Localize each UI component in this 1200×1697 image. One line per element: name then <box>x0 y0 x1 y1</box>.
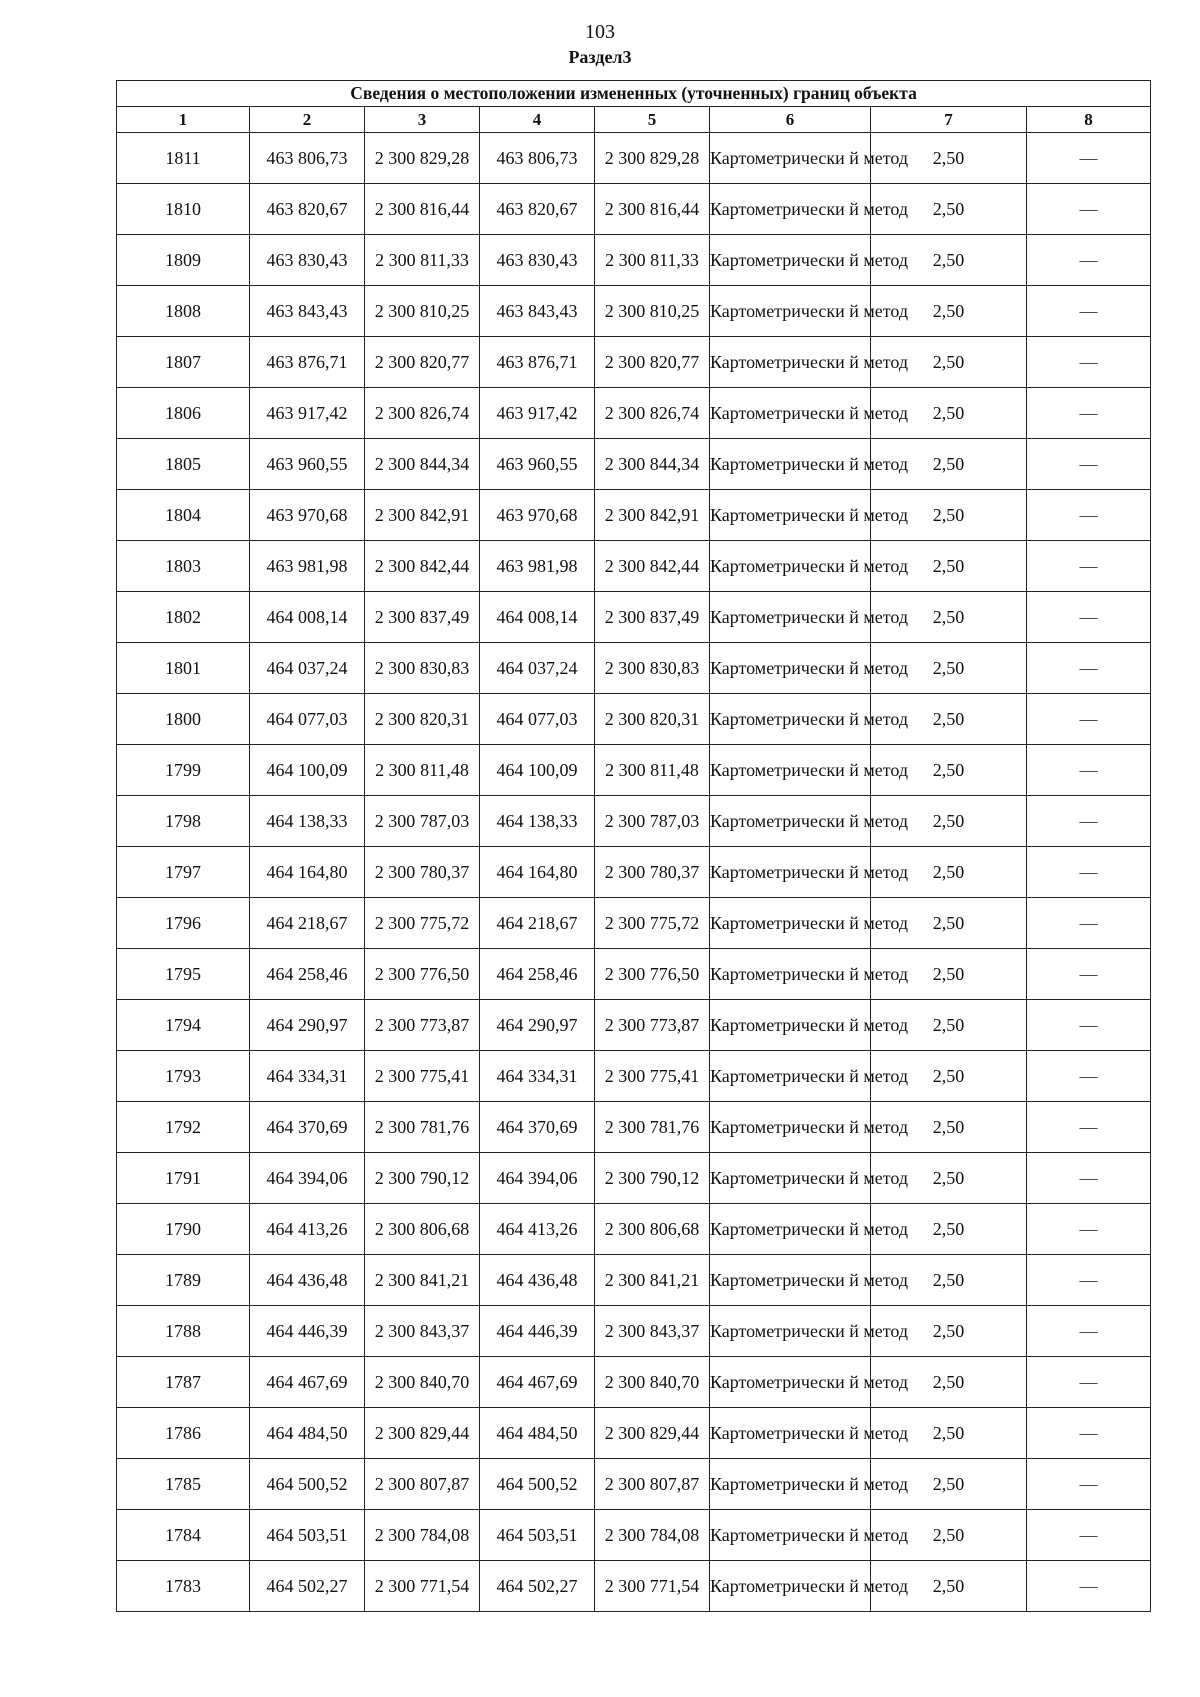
y-coordinate-cell: 2 300 811,33 <box>365 235 480 286</box>
x-coordinate-cell: 464 484,50 <box>250 1408 365 1459</box>
y-coordinate-cell: 2 300 810,25 <box>365 286 480 337</box>
table-body <box>117 133 1151 1612</box>
x-coordinate-refined-cell: 464 502,27 <box>480 1561 595 1612</box>
method-cell: Картометрически й метод <box>710 286 871 337</box>
table-row <box>117 388 1151 439</box>
x-coordinate-refined-cell: 464 138,33 <box>480 796 595 847</box>
method-cell: Картометрически й метод <box>710 439 871 490</box>
point-number-cell: 1802 <box>117 592 250 643</box>
y-coordinate-refined-cell: 2 300 811,33 <box>595 235 710 286</box>
y-coordinate-cell: 2 300 842,91 <box>365 490 480 541</box>
table-row <box>117 745 1151 796</box>
y-coordinate-cell: 2 300 811,48 <box>365 745 480 796</box>
y-coordinate-cell: 2 300 820,31 <box>365 694 480 745</box>
accuracy-cell: 2,50 <box>871 1357 1027 1408</box>
point-number-cell: 1787 <box>117 1357 250 1408</box>
method-cell: Картометрически й метод <box>710 1561 871 1612</box>
x-coordinate-cell: 463 820,67 <box>250 184 365 235</box>
x-coordinate-refined-cell: 464 290,97 <box>480 1000 595 1051</box>
method-cell: Картометрически й метод <box>710 133 871 184</box>
section-title: Раздел3 <box>568 47 632 67</box>
column-number: 8 <box>1027 107 1151 133</box>
y-coordinate-cell: 2 300 784,08 <box>365 1510 480 1561</box>
method-cell: Картометрически й метод <box>710 1051 871 1102</box>
x-coordinate-refined-cell: 464 446,39 <box>480 1306 595 1357</box>
x-coordinate-cell: 464 467,69 <box>250 1357 365 1408</box>
table-caption: Сведения о местоположении измененных (уточненных) границ объекта <box>117 81 1151 107</box>
table-row <box>117 796 1151 847</box>
table-row <box>117 949 1151 1000</box>
y-coordinate-refined-cell: 2 300 816,44 <box>595 184 710 235</box>
y-coordinate-refined-cell: 2 300 780,37 <box>595 847 710 898</box>
remark-cell: — <box>1027 592 1151 643</box>
column-number: 7 <box>871 107 1027 133</box>
method-cell: Картометрически й метод <box>710 694 871 745</box>
point-number-cell: 1791 <box>117 1153 250 1204</box>
accuracy-cell: 2,50 <box>871 1255 1027 1306</box>
method-cell: Картометрически й метод <box>710 1102 871 1153</box>
column-number: 5 <box>595 107 710 133</box>
x-coordinate-refined-cell: 464 334,31 <box>480 1051 595 1102</box>
table-row <box>117 1204 1151 1255</box>
point-number-cell: 1785 <box>117 1459 250 1510</box>
accuracy-cell: 2,50 <box>871 643 1027 694</box>
point-number-cell: 1784 <box>117 1510 250 1561</box>
remark-cell: — <box>1027 439 1151 490</box>
x-coordinate-cell: 464 258,46 <box>250 949 365 1000</box>
accuracy-cell: 2,50 <box>871 184 1027 235</box>
y-coordinate-cell: 2 300 844,34 <box>365 439 480 490</box>
accuracy-cell: 2,50 <box>871 745 1027 796</box>
x-coordinate-cell: 463 981,98 <box>250 541 365 592</box>
remark-cell: — <box>1027 1102 1151 1153</box>
x-coordinate-cell: 463 876,71 <box>250 337 365 388</box>
x-coordinate-refined-cell: 463 981,98 <box>480 541 595 592</box>
accuracy-cell: 2,50 <box>871 1459 1027 1510</box>
x-coordinate-refined-cell: 463 960,55 <box>480 439 595 490</box>
method-cell: Картометрически й метод <box>710 1000 871 1051</box>
accuracy-cell: 2,50 <box>871 796 1027 847</box>
table-row <box>117 1459 1151 1510</box>
x-coordinate-cell: 463 960,55 <box>250 439 365 490</box>
y-coordinate-cell: 2 300 842,44 <box>365 541 480 592</box>
y-coordinate-refined-cell: 2 300 837,49 <box>595 592 710 643</box>
point-number-cell: 1797 <box>117 847 250 898</box>
point-number-cell: 1807 <box>117 337 250 388</box>
remark-cell: — <box>1027 133 1151 184</box>
y-coordinate-cell: 2 300 829,28 <box>365 133 480 184</box>
point-number-cell: 1788 <box>117 1306 250 1357</box>
method-cell: Картометрически й метод <box>710 1153 871 1204</box>
remark-cell: — <box>1027 1153 1151 1204</box>
table-row <box>117 847 1151 898</box>
y-coordinate-cell: 2 300 826,74 <box>365 388 480 439</box>
y-coordinate-cell: 2 300 816,44 <box>365 184 480 235</box>
x-coordinate-refined-cell: 464 467,69 <box>480 1357 595 1408</box>
point-number-cell: 1798 <box>117 796 250 847</box>
method-cell: Картометрически й метод <box>710 949 871 1000</box>
x-coordinate-refined-cell: 464 436,48 <box>480 1255 595 1306</box>
method-cell: Картометрически й метод <box>710 1357 871 1408</box>
x-coordinate-refined-cell: 464 100,09 <box>480 745 595 796</box>
remark-cell: — <box>1027 1357 1151 1408</box>
y-coordinate-refined-cell: 2 300 811,48 <box>595 745 710 796</box>
method-cell: Картометрически й метод <box>710 235 871 286</box>
accuracy-cell: 2,50 <box>871 847 1027 898</box>
table-row <box>117 643 1151 694</box>
x-coordinate-refined-cell: 464 164,80 <box>480 847 595 898</box>
y-coordinate-refined-cell: 2 300 775,41 <box>595 1051 710 1102</box>
y-coordinate-refined-cell: 2 300 820,77 <box>595 337 710 388</box>
table-row <box>117 1306 1151 1357</box>
accuracy-cell: 2,50 <box>871 898 1027 949</box>
y-coordinate-refined-cell: 2 300 826,74 <box>595 388 710 439</box>
table-row <box>117 541 1151 592</box>
point-number-cell: 1808 <box>117 286 250 337</box>
x-coordinate-refined-cell: 464 370,69 <box>480 1102 595 1153</box>
point-number-cell: 1795 <box>117 949 250 1000</box>
accuracy-cell: 2,50 <box>871 949 1027 1000</box>
accuracy-cell: 2,50 <box>871 1051 1027 1102</box>
accuracy-cell: 2,50 <box>871 1102 1027 1153</box>
table-row <box>117 592 1151 643</box>
y-coordinate-cell: 2 300 781,76 <box>365 1102 480 1153</box>
x-coordinate-refined-cell: 464 484,50 <box>480 1408 595 1459</box>
table-row <box>117 1357 1151 1408</box>
remark-cell: — <box>1027 490 1151 541</box>
remark-cell: — <box>1027 694 1151 745</box>
table-row <box>117 1561 1151 1612</box>
x-coordinate-cell: 464 500,52 <box>250 1459 365 1510</box>
point-number-cell: 1786 <box>117 1408 250 1459</box>
y-coordinate-cell: 2 300 771,54 <box>365 1561 480 1612</box>
x-coordinate-cell: 464 077,03 <box>250 694 365 745</box>
table-row <box>117 235 1151 286</box>
remark-cell: — <box>1027 1051 1151 1102</box>
y-coordinate-refined-cell: 2 300 844,34 <box>595 439 710 490</box>
y-coordinate-refined-cell: 2 300 843,37 <box>595 1306 710 1357</box>
point-number-cell: 1805 <box>117 439 250 490</box>
x-coordinate-refined-cell: 464 394,06 <box>480 1153 595 1204</box>
accuracy-cell: 2,50 <box>871 1000 1027 1051</box>
method-cell: Картометрически й метод <box>710 1204 871 1255</box>
accuracy-cell: 2,50 <box>871 1408 1027 1459</box>
method-cell: Картометрически й метод <box>710 592 871 643</box>
x-coordinate-cell: 464 037,24 <box>250 643 365 694</box>
boundary-coordinates-table <box>116 80 1151 1612</box>
point-number-cell: 1800 <box>117 694 250 745</box>
table-row <box>117 184 1151 235</box>
x-coordinate-cell: 464 436,48 <box>250 1255 365 1306</box>
x-coordinate-cell: 464 334,31 <box>250 1051 365 1102</box>
x-coordinate-refined-cell: 463 820,67 <box>480 184 595 235</box>
y-coordinate-refined-cell: 2 300 841,21 <box>595 1255 710 1306</box>
remark-cell: — <box>1027 388 1151 439</box>
y-coordinate-cell: 2 300 775,72 <box>365 898 480 949</box>
x-coordinate-cell: 464 413,26 <box>250 1204 365 1255</box>
accuracy-cell: 2,50 <box>871 1204 1027 1255</box>
method-cell: Картометрически й метод <box>710 337 871 388</box>
y-coordinate-refined-cell: 2 300 840,70 <box>595 1357 710 1408</box>
remark-cell: — <box>1027 337 1151 388</box>
remark-cell: — <box>1027 847 1151 898</box>
remark-cell: — <box>1027 1408 1151 1459</box>
accuracy-cell: 2,50 <box>871 337 1027 388</box>
point-number-cell: 1796 <box>117 898 250 949</box>
x-coordinate-cell: 464 446,39 <box>250 1306 365 1357</box>
method-cell: Картометрически й метод <box>710 643 871 694</box>
method-cell: Картометрически й метод <box>710 796 871 847</box>
column-number: 2 <box>250 107 365 133</box>
method-cell: Картометрически й метод <box>710 388 871 439</box>
table-row <box>117 1051 1151 1102</box>
x-coordinate-cell: 463 843,43 <box>250 286 365 337</box>
remark-cell: — <box>1027 1459 1151 1510</box>
x-coordinate-refined-cell: 463 830,43 <box>480 235 595 286</box>
y-coordinate-cell: 2 300 820,77 <box>365 337 480 388</box>
x-coordinate-cell: 463 830,43 <box>250 235 365 286</box>
table-row <box>117 1408 1151 1459</box>
accuracy-cell: 2,50 <box>871 490 1027 541</box>
x-coordinate-cell: 463 806,73 <box>250 133 365 184</box>
x-coordinate-cell: 463 917,42 <box>250 388 365 439</box>
x-coordinate-refined-cell: 464 500,52 <box>480 1459 595 1510</box>
accuracy-cell: 2,50 <box>871 1153 1027 1204</box>
remark-cell: — <box>1027 1306 1151 1357</box>
method-cell: Картометрически й метод <box>710 847 871 898</box>
remark-cell: — <box>1027 1000 1151 1051</box>
table-row <box>117 1510 1151 1561</box>
column-number: 3 <box>365 107 480 133</box>
accuracy-cell: 2,50 <box>871 439 1027 490</box>
y-coordinate-refined-cell: 2 300 781,76 <box>595 1102 710 1153</box>
x-coordinate-cell: 464 008,14 <box>250 592 365 643</box>
y-coordinate-refined-cell: 2 300 810,25 <box>595 286 710 337</box>
x-coordinate-cell: 464 394,06 <box>250 1153 365 1204</box>
y-coordinate-cell: 2 300 843,37 <box>365 1306 480 1357</box>
remark-cell: — <box>1027 745 1151 796</box>
accuracy-cell: 2,50 <box>871 1306 1027 1357</box>
remark-cell: — <box>1027 235 1151 286</box>
y-coordinate-cell: 2 300 840,70 <box>365 1357 480 1408</box>
remark-cell: — <box>1027 184 1151 235</box>
remark-cell: — <box>1027 643 1151 694</box>
y-coordinate-refined-cell: 2 300 830,83 <box>595 643 710 694</box>
y-coordinate-cell: 2 300 780,37 <box>365 847 480 898</box>
x-coordinate-cell: 464 100,09 <box>250 745 365 796</box>
y-coordinate-cell: 2 300 790,12 <box>365 1153 480 1204</box>
y-coordinate-cell: 2 300 775,41 <box>365 1051 480 1102</box>
x-coordinate-cell: 464 164,80 <box>250 847 365 898</box>
point-number-cell: 1789 <box>117 1255 250 1306</box>
table-row <box>117 1153 1151 1204</box>
page-number: 103 <box>585 21 615 43</box>
table-row <box>117 286 1151 337</box>
table-row <box>117 694 1151 745</box>
method-cell: Картометрически й метод <box>710 541 871 592</box>
y-coordinate-refined-cell: 2 300 773,87 <box>595 1000 710 1051</box>
remark-cell: — <box>1027 898 1151 949</box>
y-coordinate-refined-cell: 2 300 806,68 <box>595 1204 710 1255</box>
y-coordinate-cell: 2 300 841,21 <box>365 1255 480 1306</box>
accuracy-cell: 2,50 <box>871 541 1027 592</box>
x-coordinate-refined-cell: 463 806,73 <box>480 133 595 184</box>
x-coordinate-refined-cell: 463 843,43 <box>480 286 595 337</box>
method-cell: Картометрически й метод <box>710 490 871 541</box>
method-cell: Картометрически й метод <box>710 1408 871 1459</box>
point-number-cell: 1806 <box>117 388 250 439</box>
x-coordinate-refined-cell: 464 413,26 <box>480 1204 595 1255</box>
x-coordinate-refined-cell: 464 503,51 <box>480 1510 595 1561</box>
x-coordinate-refined-cell: 464 008,14 <box>480 592 595 643</box>
method-cell: Картометрически й метод <box>710 745 871 796</box>
accuracy-cell: 2,50 <box>871 592 1027 643</box>
remark-cell: — <box>1027 1510 1151 1561</box>
column-number-row <box>117 107 1151 133</box>
accuracy-cell: 2,50 <box>871 1561 1027 1612</box>
remark-cell: — <box>1027 949 1151 1000</box>
point-number-cell: 1793 <box>117 1051 250 1102</box>
y-coordinate-refined-cell: 2 300 829,44 <box>595 1408 710 1459</box>
method-cell: Картометрически й метод <box>710 1255 871 1306</box>
method-cell: Картометрически й метод <box>710 898 871 949</box>
y-coordinate-refined-cell: 2 300 820,31 <box>595 694 710 745</box>
table-row <box>117 337 1151 388</box>
y-coordinate-cell: 2 300 787,03 <box>365 796 480 847</box>
accuracy-cell: 2,50 <box>871 1510 1027 1561</box>
y-coordinate-cell: 2 300 806,68 <box>365 1204 480 1255</box>
point-number-cell: 1804 <box>117 490 250 541</box>
y-coordinate-cell: 2 300 807,87 <box>365 1459 480 1510</box>
y-coordinate-refined-cell: 2 300 842,91 <box>595 490 710 541</box>
x-coordinate-cell: 464 503,51 <box>250 1510 365 1561</box>
method-cell: Картометрически й метод <box>710 1459 871 1510</box>
accuracy-cell: 2,50 <box>871 286 1027 337</box>
table-row <box>117 1000 1151 1051</box>
point-number-cell: 1783 <box>117 1561 250 1612</box>
x-coordinate-cell: 463 970,68 <box>250 490 365 541</box>
x-coordinate-cell: 464 290,97 <box>250 1000 365 1051</box>
y-coordinate-refined-cell: 2 300 776,50 <box>595 949 710 1000</box>
method-cell: Картометрически й метод <box>710 1510 871 1561</box>
y-coordinate-refined-cell: 2 300 787,03 <box>595 796 710 847</box>
x-coordinate-refined-cell: 464 037,24 <box>480 643 595 694</box>
y-coordinate-cell: 2 300 837,49 <box>365 592 480 643</box>
x-coordinate-refined-cell: 463 917,42 <box>480 388 595 439</box>
method-cell: Картометрически й метод <box>710 1306 871 1357</box>
x-coordinate-cell: 464 138,33 <box>250 796 365 847</box>
remark-cell: — <box>1027 1204 1151 1255</box>
method-cell: Картометрически й метод <box>710 184 871 235</box>
x-coordinate-refined-cell: 463 876,71 <box>480 337 595 388</box>
table-row <box>117 898 1151 949</box>
point-number-cell: 1803 <box>117 541 250 592</box>
remark-cell: — <box>1027 1561 1151 1612</box>
column-number: 4 <box>480 107 595 133</box>
point-number-cell: 1810 <box>117 184 250 235</box>
table-row <box>117 133 1151 184</box>
y-coordinate-refined-cell: 2 300 775,72 <box>595 898 710 949</box>
point-number-cell: 1799 <box>117 745 250 796</box>
point-number-cell: 1790 <box>117 1204 250 1255</box>
x-coordinate-refined-cell: 464 218,67 <box>480 898 595 949</box>
table-caption-row <box>117 81 1151 107</box>
accuracy-cell: 2,50 <box>871 694 1027 745</box>
y-coordinate-refined-cell: 2 300 807,87 <box>595 1459 710 1510</box>
remark-cell: — <box>1027 286 1151 337</box>
y-coordinate-cell: 2 300 830,83 <box>365 643 480 694</box>
remark-cell: — <box>1027 796 1151 847</box>
column-number: 6 <box>710 107 871 133</box>
column-number: 1 <box>117 107 250 133</box>
y-coordinate-cell: 2 300 773,87 <box>365 1000 480 1051</box>
point-number-cell: 1809 <box>117 235 250 286</box>
point-number-cell: 1801 <box>117 643 250 694</box>
table-row <box>117 1102 1151 1153</box>
table-row <box>117 439 1151 490</box>
table-row <box>117 490 1151 541</box>
x-coordinate-cell: 464 502,27 <box>250 1561 365 1612</box>
point-number-cell: 1794 <box>117 1000 250 1051</box>
x-coordinate-refined-cell: 464 258,46 <box>480 949 595 1000</box>
point-number-cell: 1811 <box>117 133 250 184</box>
x-coordinate-cell: 464 370,69 <box>250 1102 365 1153</box>
y-coordinate-refined-cell: 2 300 784,08 <box>595 1510 710 1561</box>
accuracy-cell: 2,50 <box>871 388 1027 439</box>
y-coordinate-refined-cell: 2 300 790,12 <box>595 1153 710 1204</box>
table-row <box>117 1255 1151 1306</box>
accuracy-cell: 2,50 <box>871 133 1027 184</box>
x-coordinate-refined-cell: 464 077,03 <box>480 694 595 745</box>
x-coordinate-refined-cell: 463 970,68 <box>480 490 595 541</box>
remark-cell: — <box>1027 1255 1151 1306</box>
y-coordinate-refined-cell: 2 300 771,54 <box>595 1561 710 1612</box>
y-coordinate-refined-cell: 2 300 829,28 <box>595 133 710 184</box>
y-coordinate-refined-cell: 2 300 842,44 <box>595 541 710 592</box>
x-coordinate-cell: 464 218,67 <box>250 898 365 949</box>
y-coordinate-cell: 2 300 829,44 <box>365 1408 480 1459</box>
remark-cell: — <box>1027 541 1151 592</box>
point-number-cell: 1792 <box>117 1102 250 1153</box>
y-coordinate-cell: 2 300 776,50 <box>365 949 480 1000</box>
accuracy-cell: 2,50 <box>871 235 1027 286</box>
